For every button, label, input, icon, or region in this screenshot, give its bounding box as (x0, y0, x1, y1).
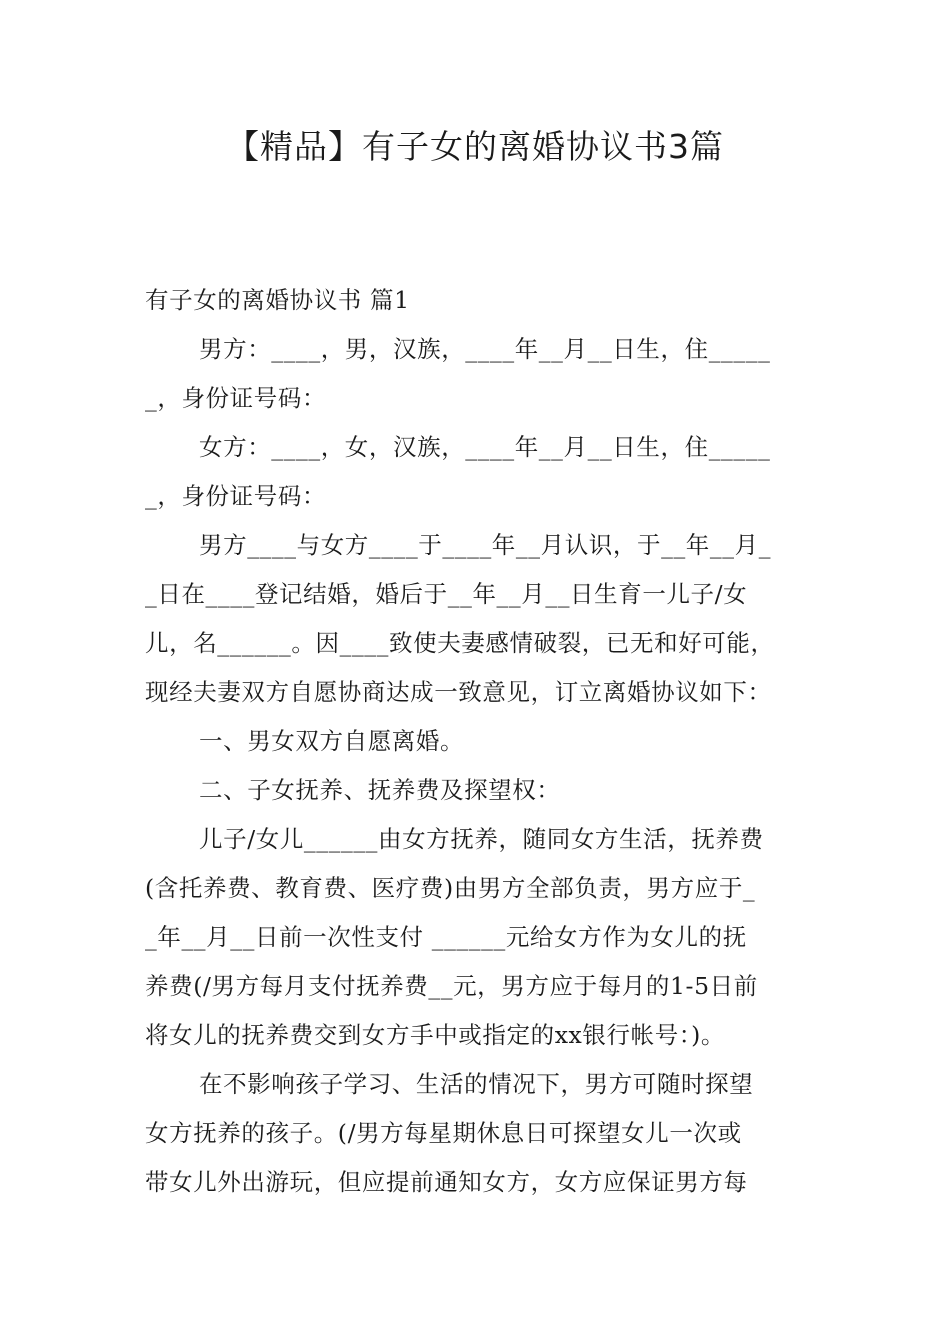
paragraph-line: 女方抚养的孩子。(/男方每星期休息日可探望女儿一次或 (145, 1119, 742, 1147)
paragraph-line: _年__月__日前一次性支付 ______元给女方作为女儿的抚 (145, 923, 747, 951)
paragraph-line: 养费(/男方每月支付抚养费__元，男方应于每月的1-5日前 (145, 972, 758, 1000)
paragraph-line: 二、子女抚养、抚养费及探望权： (199, 776, 561, 804)
paragraph-line: _，身份证号码： (145, 384, 327, 412)
paragraph-line: 男方____与女方____于____年__月认识，于__年__月_ (199, 531, 772, 559)
paragraph-line: 女方：____，女，汉族，____年__月__日生，住_____ (199, 433, 771, 461)
paragraph-line: 将女儿的抚养费交到女方手中或指定的xx银行帐号：)。 (145, 1021, 726, 1049)
paragraph-line: 带女儿外出游玩，但应提前通知女方，女方应保证男方每 (145, 1168, 748, 1196)
document-title: 【精品】有子女的离婚协议书3篇 (226, 127, 724, 166)
paragraph-line: 儿，名______。因____致使夫妻感情破裂，已无和好可能， (145, 629, 775, 657)
document-body (145, 276, 820, 1207)
paragraph-line: 现经夫妻双方自愿协商达成一致意见，订立离婚协议如下： (145, 678, 772, 706)
paragraph-line: 儿子/女儿______由女方抚养，随同女方生活，抚养费 (199, 825, 764, 853)
paragraph-line: 一、男女双方自愿离婚。 (199, 727, 465, 755)
section-heading: 有子女的离婚协议书 篇1 (145, 286, 410, 314)
paragraph-line: (含托养费、教育费、医疗费)由男方全部负责，男方应于_ (145, 874, 756, 902)
paragraph-line: _，身份证号码： (145, 482, 327, 510)
paragraph-line: 在不影响孩子学习、生活的情况下，男方可随时探望 (199, 1070, 754, 1098)
paragraph-line: _日在____登记结婚，婚后于__年__月__日生育一儿子/女 (145, 580, 748, 608)
paragraph-line: 男方：____，男，汉族，____年__月__日生，住_____ (199, 335, 771, 363)
